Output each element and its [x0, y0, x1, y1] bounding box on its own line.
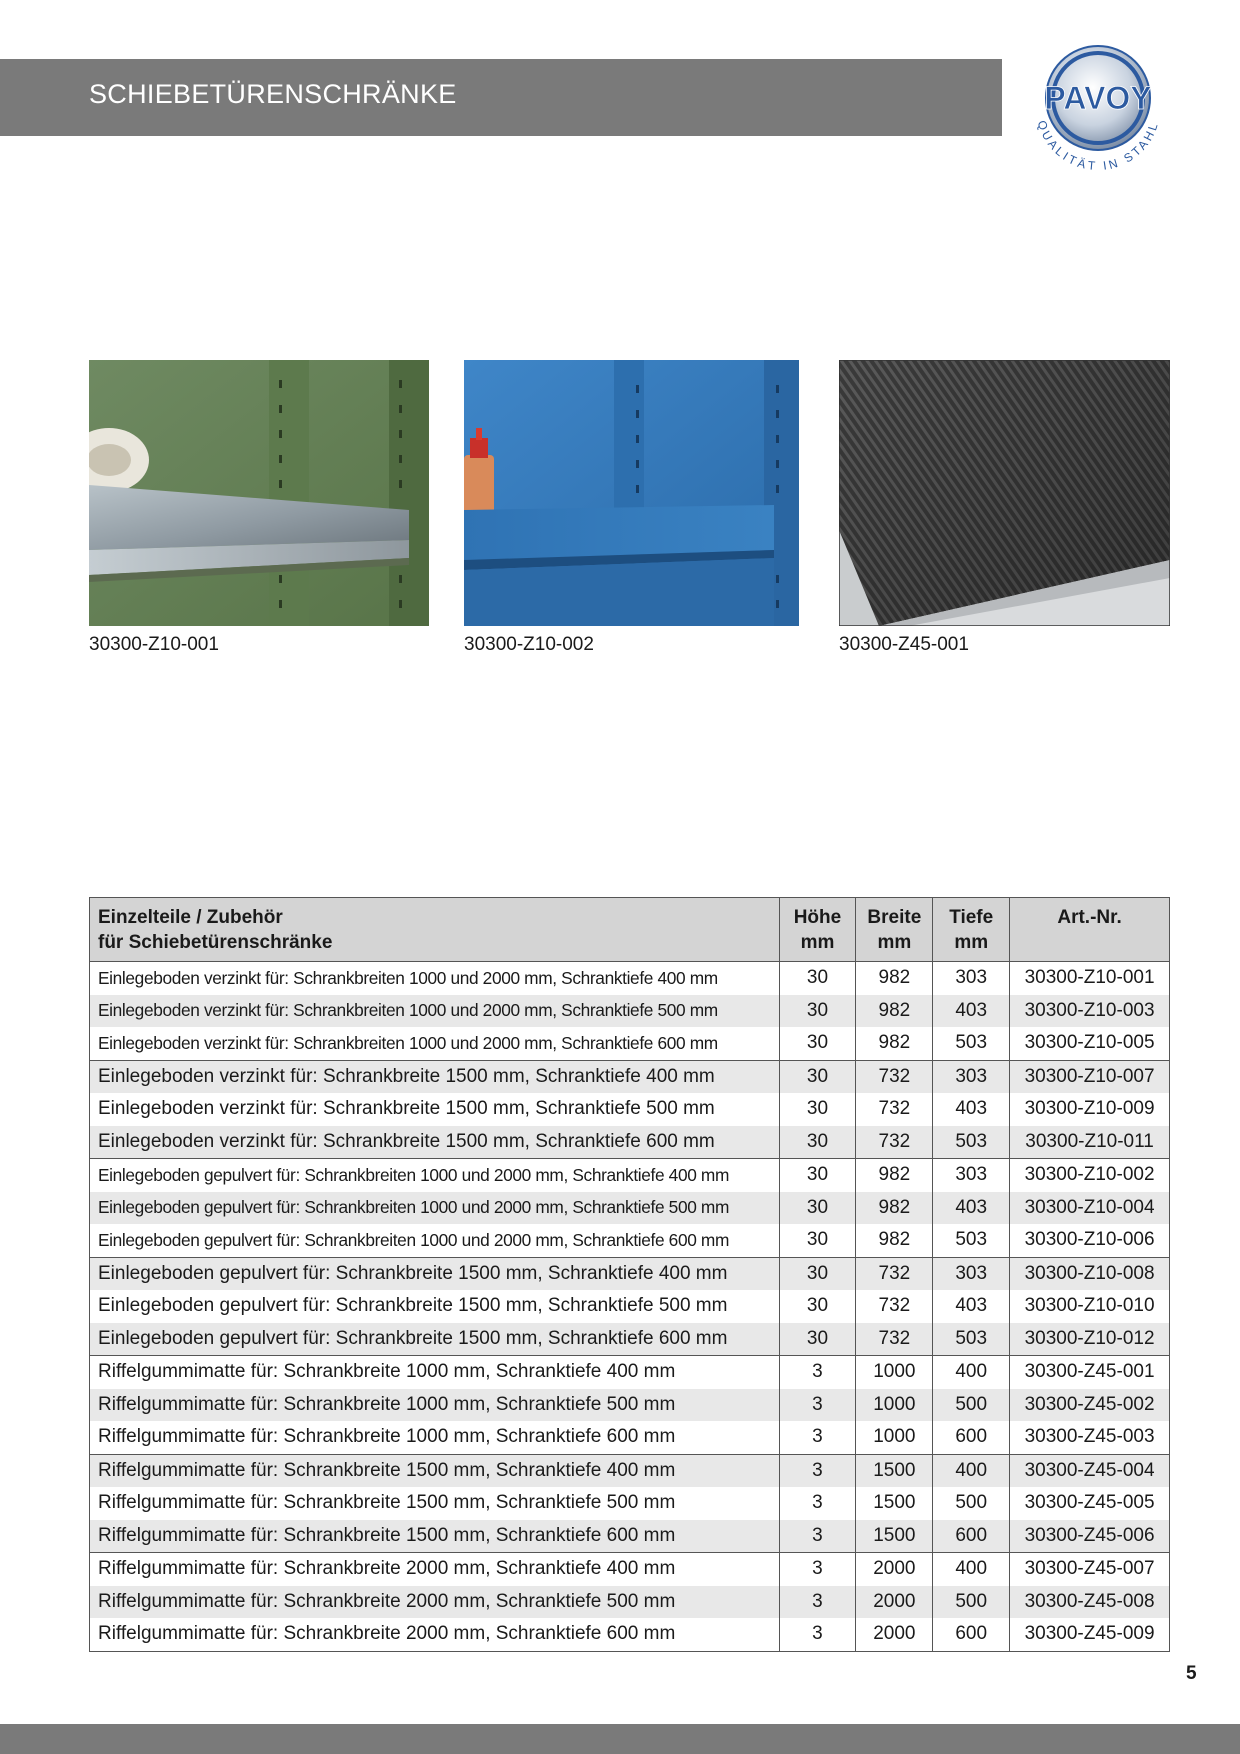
- cell-description: Riffelgummimatte für: Schrankbreite 1500 mm, Schranktiefe 500 mm: [98, 1492, 676, 1514]
- cell-breite: 982: [856, 995, 933, 1028]
- cell-breite: 732: [856, 1093, 933, 1126]
- cell-hoehe: 30: [779, 1290, 856, 1323]
- photo-galvanized-shelf: [89, 360, 429, 626]
- cell-tiefe: 503: [933, 1027, 1010, 1060]
- cell-breite: 732: [856, 1257, 933, 1290]
- cell-tiefe: 400: [933, 1356, 1010, 1389]
- cell-description: Riffelgummimatte für: Schrankbreite 2000 mm, Schranktiefe 600 mm: [98, 1623, 676, 1645]
- col-header-hoehe-line1: Höhe: [793, 907, 842, 928]
- table-row: [90, 1060, 1170, 1093]
- table-row: [90, 1027, 1170, 1060]
- cell-description: Riffelgummimatte für: Schrankbreite 2000 mm, Schranktiefe 500 mm: [90, 1586, 780, 1619]
- cell-tiefe: 503: [933, 1323, 1010, 1356]
- cell-breite: 982: [856, 1027, 933, 1060]
- table-row: [90, 1356, 1170, 1389]
- col-header-breite: [856, 898, 933, 962]
- logo-brand-text: PAVOY: [1044, 80, 1152, 116]
- cell-description: Einlegeboden verzinkt für: Schrankbreiten 1000 und 2000 mm, Schranktiefe 500 mm: [90, 995, 780, 1028]
- cell-artnr: 30300-Z45-001: [1010, 1356, 1170, 1389]
- cell-hoehe: 30: [779, 1323, 856, 1356]
- cell-description: Riffelgummimatte für: Schrankbreite 1500 mm, Schranktiefe 400 mm: [90, 1454, 780, 1487]
- cell-artnr: 30300-Z45-003: [1010, 1421, 1170, 1454]
- cell-hoehe: 3: [779, 1553, 856, 1586]
- cell-hoehe: 3: [779, 1389, 856, 1422]
- cell-hoehe: 30: [779, 1192, 856, 1225]
- cell-tiefe: 500: [933, 1586, 1010, 1619]
- cell-artnr: 30300-Z45-006: [1010, 1520, 1170, 1553]
- cell-tiefe: 403: [933, 1290, 1010, 1323]
- cell-tiefe: 303: [933, 962, 1010, 995]
- cell-breite: 732: [856, 1126, 933, 1159]
- cell-breite: 732: [856, 1060, 933, 1093]
- cell-tiefe: 503: [933, 1224, 1010, 1257]
- cell-description: Einlegeboden gepulvert für: Schrankbreite 1500 mm, Schranktiefe 500 mm: [98, 1295, 728, 1317]
- cell-tiefe: 400: [933, 1553, 1010, 1586]
- pavoy-logo: [1022, 38, 1174, 178]
- col-header-breite-line1: Breite: [867, 907, 922, 928]
- col-header-tiefe-line1: Tiefe: [949, 907, 994, 928]
- cell-breite: 1000: [856, 1421, 933, 1454]
- table-row: [90, 1159, 1170, 1192]
- cell-artnr: 30300-Z45-002: [1010, 1389, 1170, 1422]
- col-header-description: [90, 898, 780, 962]
- col-header-tiefe: [933, 898, 1010, 962]
- table-row: [90, 995, 1170, 1028]
- cell-description: Riffelgummimatte für: Schrankbreite 1500 mm, Schranktiefe 600 mm: [90, 1520, 780, 1553]
- col-header-description-line1: Einzelteile / Zubehör: [98, 907, 283, 928]
- cell-tiefe: 403: [933, 1192, 1010, 1225]
- cell-tiefe: 303: [933, 1159, 1010, 1192]
- header-bar: [0, 59, 1002, 136]
- cell-artnr: 30300-Z45-008: [1010, 1586, 1170, 1619]
- cell-description: Riffelgummimatte für: Schrankbreite 2000 mm, Schranktiefe 400 mm: [90, 1553, 780, 1586]
- cell-artnr: 30300-Z10-005: [1010, 1027, 1170, 1060]
- cell-description: Riffelgummimatte für: Schrankbreite 1000 mm, Schranktiefe 500 mm: [90, 1389, 780, 1422]
- cell-hoehe: 30: [779, 1093, 856, 1126]
- cell-hoehe: 30: [779, 1224, 856, 1257]
- cell-description: Einlegeboden verzinkt für: Schrankbreite 1500 mm, Schranktiefe 500 mm: [98, 1098, 715, 1120]
- cell-description: Einlegeboden verzinkt für: Schrankbreite 1500 mm, Schranktiefe 600 mm: [90, 1126, 780, 1159]
- cell-description: Einlegeboden verzinkt für: Schrankbreiten 1000 und 2000 mm, Schranktiefe 600 mm: [98, 1032, 718, 1053]
- cell-artnr: 30300-Z10-011: [1010, 1126, 1170, 1159]
- cell-description: Einlegeboden gepulvert für: Schrankbreiten 1000 und 2000 mm, Schranktiefe 600 mm: [98, 1229, 730, 1250]
- cell-artnr: 30300-Z45-009: [1010, 1618, 1170, 1651]
- cell-description: Einlegeboden gepulvert für: Schrankbreiten 1000 und 2000 mm, Schranktiefe 500 mm: [90, 1192, 780, 1225]
- cell-tiefe: 500: [933, 1487, 1010, 1520]
- cell-tiefe: 303: [933, 1060, 1010, 1093]
- cell-artnr: 30300-Z10-003: [1010, 995, 1170, 1028]
- cell-hoehe: 30: [779, 1126, 856, 1159]
- table-row: [90, 1520, 1170, 1553]
- logo-tagline-text: QUALITÄT IN STAHL: [1034, 118, 1162, 174]
- cell-artnr: 30300-Z10-008: [1010, 1257, 1170, 1290]
- parts-table: [89, 897, 1170, 1652]
- photo-rubber-mat: [839, 360, 1170, 626]
- col-header-hoehe: [779, 898, 856, 962]
- cell-breite: 732: [856, 1290, 933, 1323]
- table-row: [90, 1224, 1170, 1257]
- cell-tiefe: 600: [933, 1520, 1010, 1553]
- cell-tiefe: 403: [933, 995, 1010, 1028]
- table-row: [90, 1553, 1170, 1586]
- table-row: [90, 1126, 1170, 1159]
- cell-breite: 2000: [856, 1618, 933, 1651]
- cell-hoehe: 3: [779, 1586, 856, 1619]
- table-row: [90, 1421, 1170, 1454]
- cell-breite: 982: [856, 1192, 933, 1225]
- photo-caption: 30300-Z10-002: [464, 634, 594, 655]
- table-row: [90, 1389, 1170, 1422]
- col-header-hoehe-line2: mm: [800, 932, 835, 953]
- col-header-tiefe-line2: mm: [954, 932, 989, 953]
- table-row: [90, 1323, 1170, 1356]
- cell-breite: 2000: [856, 1553, 933, 1586]
- cell-tiefe: 403: [933, 1093, 1010, 1126]
- page-number: 5: [1186, 1663, 1197, 1684]
- table-row: [90, 1618, 1170, 1651]
- table-row: [90, 1093, 1170, 1126]
- footer-bar: [0, 1724, 1240, 1754]
- cell-artnr: 30300-Z10-009: [1010, 1093, 1170, 1126]
- cell-hoehe: 3: [779, 1421, 856, 1454]
- cell-description: Einlegeboden gepulvert für: Schrankbreiten 1000 und 2000 mm, Schranktiefe 400 mm: [90, 1159, 780, 1192]
- table-row: [90, 1487, 1170, 1520]
- cell-hoehe: 30: [779, 995, 856, 1028]
- cell-artnr: 30300-Z10-002: [1010, 1159, 1170, 1192]
- cell-hoehe: 30: [779, 1159, 856, 1192]
- cell-tiefe: 303: [933, 1257, 1010, 1290]
- cell-description: Riffelgummimatte für: Schrankbreite 1000 mm, Schranktiefe 400 mm: [90, 1356, 780, 1389]
- cell-artnr: 30300-Z10-010: [1010, 1290, 1170, 1323]
- cell-artnr: 30300-Z45-005: [1010, 1487, 1170, 1520]
- cell-breite: 982: [856, 1224, 933, 1257]
- cell-hoehe: 30: [779, 1027, 856, 1060]
- col-header-breite-line2: mm: [877, 932, 912, 953]
- cell-artnr: 30300-Z10-007: [1010, 1060, 1170, 1093]
- photo-powder-coated-shelf: [464, 360, 799, 626]
- cell-description: Einlegeboden verzinkt für: Schrankbreite 1500 mm, Schranktiefe 400 mm: [90, 1060, 780, 1093]
- cell-hoehe: 3: [779, 1454, 856, 1487]
- cell-breite: 1500: [856, 1454, 933, 1487]
- cell-hoehe: 3: [779, 1520, 856, 1553]
- cell-hoehe: 3: [779, 1618, 856, 1651]
- table-header-row: [90, 898, 1170, 962]
- table-row: [90, 1454, 1170, 1487]
- photo-caption: 30300-Z10-001: [89, 634, 219, 655]
- cell-artnr: 30300-Z10-001: [1010, 962, 1170, 995]
- cell-hoehe: 30: [779, 962, 856, 995]
- cell-description: Einlegeboden verzinkt für: Schrankbreiten 1000 und 2000 mm, Schranktiefe 400 mm: [98, 967, 718, 988]
- table-row: [90, 1192, 1170, 1225]
- cell-tiefe: 600: [933, 1421, 1010, 1454]
- cell-breite: 732: [856, 1323, 933, 1356]
- cell-breite: 982: [856, 1159, 933, 1192]
- cell-description: Einlegeboden gepulvert für: Schrankbreite 1500 mm, Schranktiefe 600 mm: [90, 1323, 780, 1356]
- cell-tiefe: 500: [933, 1389, 1010, 1422]
- cell-description: Einlegeboden gepulvert für: Schrankbreite 1500 mm, Schranktiefe 400 mm: [90, 1257, 780, 1290]
- cell-hoehe: 30: [779, 1257, 856, 1290]
- cell-hoehe: 3: [779, 1487, 856, 1520]
- cell-breite: 1500: [856, 1487, 933, 1520]
- cell-breite: 2000: [856, 1586, 933, 1619]
- col-header-description-line2: für Schiebetürenschränke: [98, 932, 333, 953]
- table-row: [90, 962, 1170, 995]
- page-title: SCHIEBETÜRENSCHRÄNKE: [89, 79, 457, 109]
- cell-tiefe: 600: [933, 1618, 1010, 1651]
- cell-artnr: 30300-Z10-012: [1010, 1323, 1170, 1356]
- photo-caption: 30300-Z45-001: [839, 634, 969, 655]
- cell-artnr: 30300-Z10-004: [1010, 1192, 1170, 1225]
- table-row: [90, 1290, 1170, 1323]
- cell-tiefe: 400: [933, 1454, 1010, 1487]
- table-row: [90, 1257, 1170, 1290]
- cell-artnr: 30300-Z45-004: [1010, 1454, 1170, 1487]
- cell-artnr: 30300-Z10-006: [1010, 1224, 1170, 1257]
- cell-hoehe: 3: [779, 1356, 856, 1389]
- cell-breite: 1500: [856, 1520, 933, 1553]
- cell-breite: 1000: [856, 1389, 933, 1422]
- col-header-artnr: Art.-Nr.: [1010, 898, 1170, 962]
- cell-tiefe: 503: [933, 1126, 1010, 1159]
- cell-artnr: 30300-Z45-007: [1010, 1553, 1170, 1586]
- cell-hoehe: 30: [779, 1060, 856, 1093]
- table-row: [90, 1586, 1170, 1619]
- cell-description: Riffelgummimatte für: Schrankbreite 1000 mm, Schranktiefe 600 mm: [98, 1426, 676, 1448]
- cell-breite: 1000: [856, 1356, 933, 1389]
- cell-breite: 982: [856, 962, 933, 995]
